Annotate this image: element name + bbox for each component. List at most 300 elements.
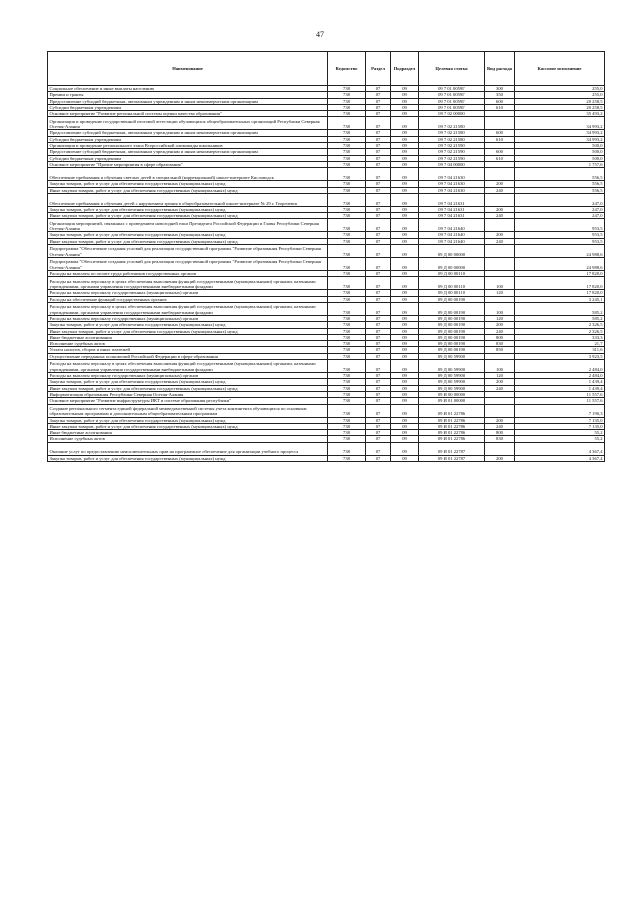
row-section-cell: 07	[366, 360, 391, 373]
row-code-cell: 09 7 02 21590	[419, 155, 485, 161]
row-type-cell: 800	[485, 430, 515, 436]
col-header-subsection: Подраздел	[391, 52, 419, 86]
row-amount-cell: 1 439,4	[515, 379, 605, 385]
row-section-cell: 07	[366, 379, 391, 385]
col-header-dept: Ведомство	[328, 52, 366, 86]
row-code-cell: 09 7 01 0059Г	[419, 92, 485, 98]
row-subsection-cell: 09	[391, 277, 419, 290]
row-name-cell: Субсидии бюджетным учреждениям	[48, 104, 328, 110]
row-amount-cell: 21,7	[515, 341, 605, 347]
row-dept-cell: 738	[328, 423, 366, 429]
row-name-cell: Исполнение судебных актов	[48, 436, 328, 442]
row-name-cell: Расходы на обеспечение функций государственных органов	[48, 296, 328, 302]
row-dept-cell: 738	[328, 149, 366, 155]
col-header-code: Целевая статья	[419, 52, 485, 86]
row-subsection-cell: 09	[391, 219, 419, 232]
row-subsection-cell: 09	[391, 117, 419, 130]
row-amount-cell: 556,5	[515, 181, 605, 187]
row-type-cell: 830	[485, 436, 515, 442]
row-type-cell	[485, 442, 515, 455]
row-dept-cell: 738	[328, 430, 366, 436]
row-section-cell: 07	[366, 181, 391, 187]
row-name-cell: Создание регионального сегмента единой федеральной межведомственной системы учета контингента обучающихся по основным образовательным программам и дополнительным общеобразовательным программам	[48, 404, 328, 417]
row-section-cell: 07	[366, 143, 391, 149]
row-dept-cell: 738	[328, 347, 366, 353]
row-name-cell: Иные закупки товаров, работ и услуг для обеспечения государственных (муниципальных) нужд	[48, 328, 328, 334]
row-type-cell: 100	[485, 277, 515, 290]
page-number: 47	[316, 30, 324, 39]
row-amount-cell: 11 557,6	[515, 391, 605, 397]
row-name-cell: Закупка товаров, работ и услуг для обеспечения государственных (муниципальных) нужд	[48, 379, 328, 385]
row-section-cell: 07	[366, 206, 391, 212]
row-dept-cell: 738	[328, 258, 366, 271]
row-section-cell: 07	[366, 213, 391, 219]
row-amount-cell: 34 993,2	[515, 117, 605, 130]
row-type-cell: 120	[485, 315, 515, 321]
row-code-cell: 09 Д 00 59900	[419, 360, 485, 373]
row-amount-cell: 953,5	[515, 219, 605, 232]
row-dept-cell: 738	[328, 92, 366, 98]
row-subsection-cell: 09	[391, 404, 419, 417]
row-type-cell: 240	[485, 187, 515, 193]
row-section-cell: 07	[366, 219, 391, 232]
row-code-cell: 09 И 01 00000	[419, 398, 485, 404]
row-code-cell: 09 7 04 21631	[419, 193, 485, 206]
row-amount-cell: 953,5	[515, 238, 605, 244]
row-dept-cell: 738	[328, 187, 366, 193]
row-code-cell: 09 Д 00 00110	[419, 290, 485, 296]
row-amount-cell: 333,3	[515, 334, 605, 340]
row-subsection-cell: 09	[391, 398, 419, 404]
row-code-cell: 09 7 04 00000	[419, 161, 485, 167]
row-subsection-cell: 09	[391, 360, 419, 373]
row-amount-cell: 17 820,0	[515, 290, 605, 296]
row-dept-cell: 738	[328, 219, 366, 232]
row-subsection-cell: 09	[391, 92, 419, 98]
row-amount-cell: 311,6	[515, 347, 605, 353]
row-code-cell: 09 Д 00 00190	[419, 302, 485, 315]
row-type-cell: 200	[485, 232, 515, 238]
row-code-cell: 09 7 02 21580	[419, 136, 485, 142]
row-code-cell: 09 7 02 21590	[419, 143, 485, 149]
row-section-cell: 07	[366, 130, 391, 136]
row-subsection-cell: 09	[391, 86, 419, 92]
row-amount-cell: 34 993,2	[515, 130, 605, 136]
row-type-cell	[485, 193, 515, 206]
table-row	[48, 277, 605, 290]
row-dept-cell: 738	[328, 334, 366, 340]
row-name-cell: Основное мероприятие "Развитие инфраструктуры ИКТ в системе образования республики"	[48, 398, 328, 404]
row-name-cell: Премии и гранты	[48, 92, 328, 98]
row-code-cell: 09 Д 00 59900	[419, 385, 485, 391]
row-subsection-cell: 09	[391, 111, 419, 117]
row-amount-cell: 34 993,2	[515, 136, 605, 142]
row-section-cell: 07	[366, 423, 391, 429]
row-subsection-cell: 09	[391, 136, 419, 142]
row-subsection-cell: 09	[391, 391, 419, 397]
row-section-cell: 07	[366, 136, 391, 142]
row-name-cell: Предоставление субсидий бюджетным, автономным учреждениям и иным некоммерческим организациям	[48, 98, 328, 104]
row-section-cell: 07	[366, 155, 391, 161]
row-type-cell: 610	[485, 104, 515, 110]
row-dept-cell: 738	[328, 341, 366, 347]
row-dept-cell: 738	[328, 296, 366, 302]
table-row	[48, 219, 605, 232]
row-subsection-cell: 09	[391, 334, 419, 340]
row-code-cell: 09 Д 00 00190	[419, 296, 485, 302]
row-name-cell: Расходы на выплаты персоналу в целях обеспечения выполнения функций государственными (муниципальными) органами, казенными учреждениями, органами управления государственными внебюджетными фондами	[48, 277, 328, 290]
row-type-cell: 240	[485, 328, 515, 334]
row-amount-cell: 255,0	[515, 86, 605, 92]
table-row	[48, 442, 605, 455]
row-dept-cell: 738	[328, 213, 366, 219]
row-amount-cell: 4 367,4	[515, 442, 605, 455]
row-type-cell: 200	[485, 417, 515, 423]
row-name-cell: Организация мероприятий, связанных с проведением новогодней елки Президента Российской Федерации и Главы Республики Северная Осетия-Алания	[48, 219, 328, 232]
table-row	[48, 168, 605, 181]
row-subsection-cell: 09	[391, 149, 419, 155]
row-subsection-cell: 09	[391, 238, 419, 244]
row-amount-cell: 4 367,4	[515, 455, 605, 461]
row-name-cell: Расходы на выплаты персоналу в целях обеспечения выполнения функций государственными (муниципальными) органами, казенными учреждениями, органами управления государственными внебюджетными фондами	[48, 302, 328, 315]
row-name-cell: Подпрограмма "Обеспечение создания условий для реализации государственной программы "Развитие образования Республики Северная Осетия-Алания"	[48, 258, 328, 271]
row-section-cell: 07	[366, 86, 391, 92]
row-type-cell: 600	[485, 149, 515, 155]
row-dept-cell: 738	[328, 442, 366, 455]
row-code-cell: 09 7 02 21580	[419, 130, 485, 136]
row-subsection-cell: 09	[391, 353, 419, 359]
row-name-cell: Предоставление субсидий бюджетным, автономным учреждениям и иным некоммерческим организациям	[48, 130, 328, 136]
row-subsection-cell: 09	[391, 143, 419, 149]
row-subsection-cell: 09	[391, 232, 419, 238]
row-name-cell: Информатизация образования Республики Северная Осетия-Алания	[48, 391, 328, 397]
table-header-row	[48, 52, 605, 86]
row-type-cell: 240	[485, 213, 515, 219]
row-dept-cell: 738	[328, 245, 366, 258]
table-row	[48, 455, 605, 461]
row-dept-cell: 738	[328, 404, 366, 417]
row-section-cell: 07	[366, 442, 391, 455]
row-section-cell: 07	[366, 373, 391, 379]
table-body	[48, 86, 605, 462]
row-dept-cell: 738	[328, 104, 366, 110]
row-dept-cell: 738	[328, 322, 366, 328]
row-name-cell: Закупка товаров, работ и услуг для обеспечения государственных (муниципальных) нужд	[48, 232, 328, 238]
row-code-cell: 09 7 02 21590	[419, 149, 485, 155]
row-section-cell: 07	[366, 455, 391, 461]
row-code-cell: 09 Д 00 00190	[419, 347, 485, 353]
row-section-cell: 07	[366, 391, 391, 397]
row-amount-cell: 17 820,0	[515, 277, 605, 290]
row-amount-cell: 247,0	[515, 213, 605, 219]
row-subsection-cell: 09	[391, 341, 419, 347]
row-type-cell	[485, 168, 515, 181]
row-amount-cell: 11 557,6	[515, 398, 605, 404]
row-type-cell: 600	[485, 98, 515, 104]
row-name-cell: Иные закупки товаров, работ и услуг для обеспечения государственных (муниципальных) нужд	[48, 187, 328, 193]
table-row	[48, 258, 605, 271]
row-code-cell: 09 7 04 21631	[419, 206, 485, 212]
row-section-cell: 07	[366, 104, 391, 110]
row-type-cell: 610	[485, 155, 515, 161]
row-type-cell: 100	[485, 360, 515, 373]
row-name-cell: Уплата налогов, сборов и иных платежей	[48, 347, 328, 353]
row-dept-cell: 738	[328, 193, 366, 206]
row-amount-cell: 556,5	[515, 168, 605, 181]
row-amount-cell: 247,0	[515, 193, 605, 206]
row-name-cell: Основное мероприятие "Прочие мероприятия в сфере образования"	[48, 161, 328, 167]
row-code-cell: 09 7 02 21580	[419, 117, 485, 130]
row-dept-cell: 738	[328, 385, 366, 391]
row-name-cell: Расходы на выплаты персоналу в целях обеспечения выполнения функций государственными (муниципальными) органами, казенными учреждениями, органами управления государственными внебюджетными фондами	[48, 360, 328, 373]
row-amount-cell: 1 439,4	[515, 385, 605, 391]
row-type-cell: 200	[485, 181, 515, 187]
row-type-cell: 240	[485, 423, 515, 429]
row-amount-cell: 35 493,2	[515, 111, 605, 117]
row-section-cell: 07	[366, 290, 391, 296]
row-code-cell: 09 И 01 22787	[419, 442, 485, 455]
row-code-cell: 09 7 04 21640	[419, 238, 485, 244]
row-section-cell: 07	[366, 271, 391, 277]
col-header-name: Наименование	[48, 52, 328, 86]
row-type-cell	[485, 404, 515, 417]
row-amount-cell: 24 988,6	[515, 258, 605, 271]
row-code-cell: 09 Д 00 00110	[419, 277, 485, 290]
table-row	[48, 302, 605, 315]
row-subsection-cell: 09	[391, 104, 419, 110]
table-row	[48, 404, 605, 417]
row-subsection-cell: 09	[391, 455, 419, 461]
row-subsection-cell: 09	[391, 290, 419, 296]
row-amount-cell: 7 135,0	[515, 423, 605, 429]
row-amount-cell: 20 258,5	[515, 104, 605, 110]
row-amount-cell: 55,2	[515, 430, 605, 436]
row-dept-cell: 738	[328, 143, 366, 149]
table-row	[48, 245, 605, 258]
row-name-cell: Предоставление субсидий бюджетным, автономным учреждениям и иным некоммерческим организациям	[48, 149, 328, 155]
row-subsection-cell: 09	[391, 379, 419, 385]
row-amount-cell: 3 245,1	[515, 296, 605, 302]
row-subsection-cell: 09	[391, 213, 419, 219]
row-subsection-cell: 09	[391, 322, 419, 328]
budget-table	[47, 51, 605, 462]
row-dept-cell: 738	[328, 353, 366, 359]
row-code-cell: 09 Д 00 00000	[419, 258, 485, 271]
row-dept-cell: 738	[328, 271, 366, 277]
row-subsection-cell: 09	[391, 315, 419, 321]
row-amount-cell: 2 326,5	[515, 322, 605, 328]
row-amount-cell: 500,0	[515, 143, 605, 149]
row-subsection-cell: 09	[391, 442, 419, 455]
row-subsection-cell: 09	[391, 161, 419, 167]
row-section-cell: 07	[366, 258, 391, 271]
row-dept-cell: 738	[328, 379, 366, 385]
row-code-cell: 09 И 01 22786	[419, 404, 485, 417]
row-section-cell: 07	[366, 161, 391, 167]
row-dept-cell: 738	[328, 373, 366, 379]
row-subsection-cell: 09	[391, 296, 419, 302]
row-section-cell: 07	[366, 334, 391, 340]
row-amount-cell: 500,0	[515, 149, 605, 155]
row-amount-cell: 247,0	[515, 206, 605, 212]
row-amount-cell: 3 923,5	[515, 353, 605, 359]
row-subsection-cell: 09	[391, 302, 419, 315]
row-section-cell: 07	[366, 193, 391, 206]
row-subsection-cell: 09	[391, 385, 419, 391]
row-amount-cell: 24 988,6	[515, 245, 605, 258]
row-section-cell: 07	[366, 315, 391, 321]
row-code-cell: 09 Д 00 59900	[419, 353, 485, 359]
row-code-cell: 09 Д 00 00000	[419, 245, 485, 258]
row-dept-cell: 738	[328, 232, 366, 238]
row-dept-cell: 738	[328, 436, 366, 442]
row-dept-cell: 738	[328, 315, 366, 321]
row-section-cell: 07	[366, 302, 391, 315]
row-code-cell: 09 И 01 22786	[419, 436, 485, 442]
row-dept-cell: 738	[328, 86, 366, 92]
row-subsection-cell: 09	[391, 328, 419, 334]
row-type-cell: 100	[485, 302, 515, 315]
row-subsection-cell: 09	[391, 430, 419, 436]
row-subsection-cell: 09	[391, 155, 419, 161]
row-code-cell: 09 И 01 22786	[419, 417, 485, 423]
row-section-cell: 07	[366, 385, 391, 391]
row-type-cell: 240	[485, 385, 515, 391]
row-name-cell: Организация и проведение государственной итоговой аттестации обучающихся общеобразовательных организаций Республики Северная Осетия-Алания	[48, 117, 328, 130]
row-subsection-cell: 09	[391, 347, 419, 353]
row-code-cell: 09 7 04 21640	[419, 219, 485, 232]
row-code-cell: 09 7 01 0059Г	[419, 86, 485, 92]
row-type-cell	[485, 219, 515, 232]
row-code-cell: 09 И 00 00000	[419, 391, 485, 397]
row-name-cell: Обеспечение пребывания и обучения детей с нарушением зрения в общеобразовательной школе-интернате № 29 г. Георгиевск	[48, 193, 328, 206]
row-name-cell: Оказание услуг по предоставлению неисключительных прав на программное обеспечение для организации учебного процесса	[48, 442, 328, 455]
row-amount-cell: 953,5	[515, 232, 605, 238]
row-amount-cell: 556,5	[515, 187, 605, 193]
row-type-cell: 800	[485, 334, 515, 340]
row-code-cell: 09 7 04 21631	[419, 213, 485, 219]
row-dept-cell: 738	[328, 391, 366, 397]
row-section-cell: 07	[366, 353, 391, 359]
row-code-cell: 09 И 01 22787	[419, 455, 485, 461]
row-type-cell: 610	[485, 136, 515, 142]
row-name-cell: Иные закупки товаров, работ и услуг для обеспечения государственных (муниципальных) нужд	[48, 238, 328, 244]
row-type-cell: 300	[485, 86, 515, 92]
row-code-cell: 09 7 04 21630	[419, 168, 485, 181]
row-name-cell: Закупка товаров, работ и услуг для обеспечения государственных (муниципальных) нужд	[48, 322, 328, 328]
row-subsection-cell: 09	[391, 98, 419, 104]
row-dept-cell: 738	[328, 117, 366, 130]
row-name-cell: Основное мероприятие "Развитие региональной системы оценки качества образования"	[48, 111, 328, 117]
row-subsection-cell: 09	[391, 193, 419, 206]
row-amount-cell: 500,0	[515, 155, 605, 161]
row-name-cell: Обеспечение пребывания и обучения светлых детей в специальной (коррекционной) школе-интернате Кисловодск	[48, 168, 328, 181]
row-subsection-cell: 09	[391, 258, 419, 271]
row-amount-cell: 7 190,3	[515, 404, 605, 417]
row-name-cell: Иные бюджетные ассигнования	[48, 430, 328, 436]
row-dept-cell: 738	[328, 360, 366, 373]
row-name-cell: Субсидии бюджетным учреждениям	[48, 155, 328, 161]
row-subsection-cell: 09	[391, 373, 419, 379]
row-section-cell: 07	[366, 238, 391, 244]
row-dept-cell: 738	[328, 168, 366, 181]
row-code-cell: 09 Д 00 59900	[419, 379, 485, 385]
row-code-cell: 09 7 01 0059Г	[419, 104, 485, 110]
row-amount-cell: 255,0	[515, 92, 605, 98]
row-amount-cell: 585,2	[515, 315, 605, 321]
row-dept-cell: 738	[328, 398, 366, 404]
col-header-type: Вид расхода	[485, 52, 515, 86]
table-row	[48, 193, 605, 206]
row-dept-cell: 738	[328, 181, 366, 187]
row-subsection-cell: 09	[391, 417, 419, 423]
row-dept-cell: 738	[328, 130, 366, 136]
row-name-cell: Расходы на выплаты по оплате труда работников государственных органов	[48, 271, 328, 277]
row-dept-cell: 738	[328, 136, 366, 142]
table-row	[48, 360, 605, 373]
row-code-cell: 09 Д 00 00110	[419, 271, 485, 277]
row-amount-cell: 20 258,5	[515, 98, 605, 104]
table-row	[48, 117, 605, 130]
row-dept-cell: 738	[328, 455, 366, 461]
row-type-cell: 200	[485, 379, 515, 385]
row-section-cell: 07	[366, 168, 391, 181]
row-amount-cell: 55,2	[515, 436, 605, 442]
row-subsection-cell: 09	[391, 168, 419, 181]
row-amount-cell: 1 757,6	[515, 161, 605, 167]
row-code-cell: 09 7 04 21630	[419, 181, 485, 187]
row-code-cell: 09 Д 00 00190	[419, 341, 485, 347]
row-type-cell	[485, 245, 515, 258]
row-subsection-cell: 09	[391, 187, 419, 193]
row-name-cell: Расходы на выплаты персоналу государственных (муниципальных) органов	[48, 315, 328, 321]
row-name-cell: Подпрограмма "Обеспечение создания условий для реализации государственной программы "Развитие образования Республики Северная Осетия-Алания"	[48, 245, 328, 258]
row-code-cell: 09 7 02 00000	[419, 111, 485, 117]
row-type-cell: 350	[485, 92, 515, 98]
row-subsection-cell: 09	[391, 130, 419, 136]
row-code-cell: 09 Д 00 00190	[419, 322, 485, 328]
row-subsection-cell: 09	[391, 206, 419, 212]
col-header-amount: Кассовое исполнение	[515, 52, 605, 86]
row-name-cell: Закупка товаров, работ и услуг для обеспечения государственных (муниципальных) нужд	[48, 206, 328, 212]
row-name-cell: Субсидии бюджетным учреждениям	[48, 136, 328, 142]
row-section-cell: 07	[366, 111, 391, 117]
row-section-cell: 07	[366, 92, 391, 98]
row-subsection-cell: 09	[391, 436, 419, 442]
row-dept-cell: 738	[328, 98, 366, 104]
row-amount-cell: 7 135,0	[515, 417, 605, 423]
row-type-cell: 200	[485, 206, 515, 212]
row-dept-cell: 738	[328, 111, 366, 117]
row-amount-cell: 2 326,5	[515, 328, 605, 334]
row-section-cell: 07	[366, 296, 391, 302]
row-name-cell: Иные закупки товаров, работ и услуг для обеспечения государственных (муниципальных) нужд	[48, 385, 328, 391]
row-section-cell: 07	[366, 436, 391, 442]
row-dept-cell: 738	[328, 290, 366, 296]
row-code-cell: 09 И 01 22786	[419, 423, 485, 429]
row-name-cell: Иные закупки товаров, работ и услуг для обеспечения государственных (муниципальных) нужд	[48, 213, 328, 219]
row-name-cell: Организация и проведение регионального этапа Всероссийской олимпиады школьников	[48, 143, 328, 149]
row-code-cell: 09 Д 00 00190	[419, 328, 485, 334]
row-type-cell: 200	[485, 455, 515, 461]
row-section-cell: 07	[366, 430, 391, 436]
row-section-cell: 07	[366, 232, 391, 238]
row-dept-cell: 738	[328, 161, 366, 167]
row-type-cell: 850	[485, 347, 515, 353]
row-amount-cell: 2 484,0	[515, 373, 605, 379]
row-type-cell: 240	[485, 238, 515, 244]
row-section-cell: 07	[366, 347, 391, 353]
